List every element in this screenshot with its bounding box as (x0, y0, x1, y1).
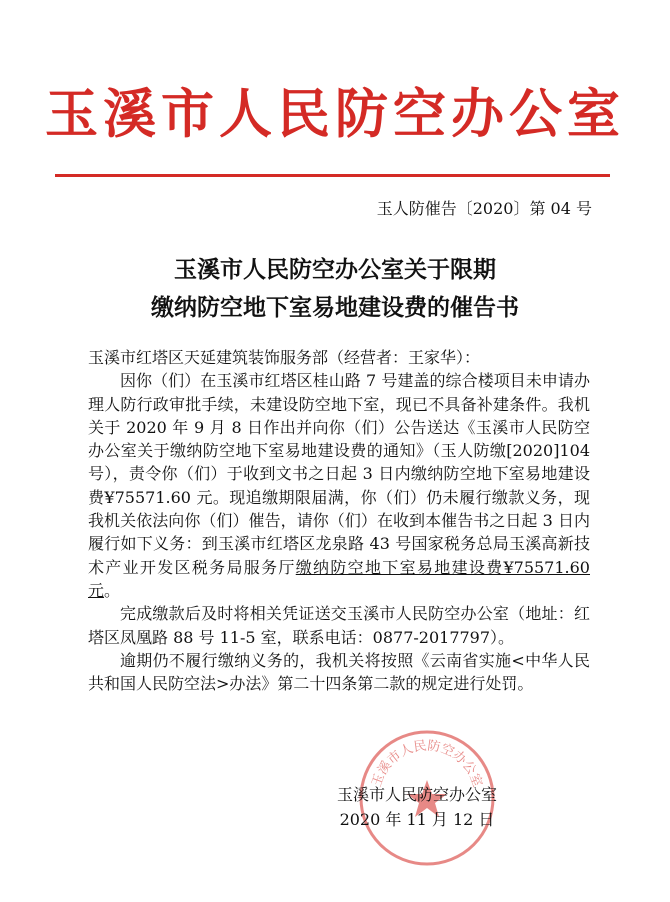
title-line-1: 玉溪市人民防空办公室关于限期 (174, 256, 496, 283)
seal-text-path: 玉溪市人民防空办公室 (369, 738, 485, 790)
document-title (0, 251, 670, 327)
signature-date: 2020 年 11 月 12 日 (339, 810, 495, 829)
paragraph-1-end: 。 (104, 580, 121, 600)
signature-org: 玉溪市人民防空办公室 (336, 785, 497, 804)
payment-amount-underlined: 缴纳防空地下室易地建设费¥75571.60 元 (88, 557, 590, 600)
paragraph-1 (88, 369, 590, 602)
salutation: 玉溪市红塔区天延建筑装饰服务部（经营者：王家华）： (88, 348, 481, 367)
paragraph-1-text: 因你（们）在玉溪市红塔区桂山路 7 号建盖的综合楼项目未申请办理人防行政审批手续，未建设防空地下室，现已不具备补建条件。我机关于 2020 年 9 月 8 日作出并向你（们）公告送达《玉溪市人民防空办公室关于缴纳防空地下室易地建设费的通知》（玉人防缴[2020]104 号），责令你（们）于收到文书之日起 3 日内缴纳防空地下室易地建设费¥75571.60 元。现追缴期限届满，你（们）仍未履行缴款义务，现我机关依法向你（们）催告，请你（们）在收到本催告书之日起 3 日内履行如下义务：到玉溪市红塔区龙泉路 43 号国家税务总局玉溪高新技术产业开发区税务局服务厅 (88, 371, 590, 577)
title-line-2: 缴纳防空地下室易地建设费的催告书 (151, 294, 519, 321)
document-body (88, 346, 590, 695)
red-divider-line (55, 174, 610, 177)
document-number: 玉人防催告〔2020〕第 04 号 (376, 199, 592, 218)
paragraph-3: 逾期仍不履行缴纳义务的，我机关将按照《云南省实施<中华人民共和国人民防空法>办法》第二十四条第二款的规定进行处罚。 (88, 650, 590, 694)
masthead-title: 玉溪市人民防空办公室 (45, 83, 625, 145)
paragraph-2: 完成缴款后及时将相关凭证送交玉溪市人民防空办公室（地址：红塔区凤凰路 88 号 11-5 室，联系电话：0877-2017797）。 (88, 604, 590, 647)
